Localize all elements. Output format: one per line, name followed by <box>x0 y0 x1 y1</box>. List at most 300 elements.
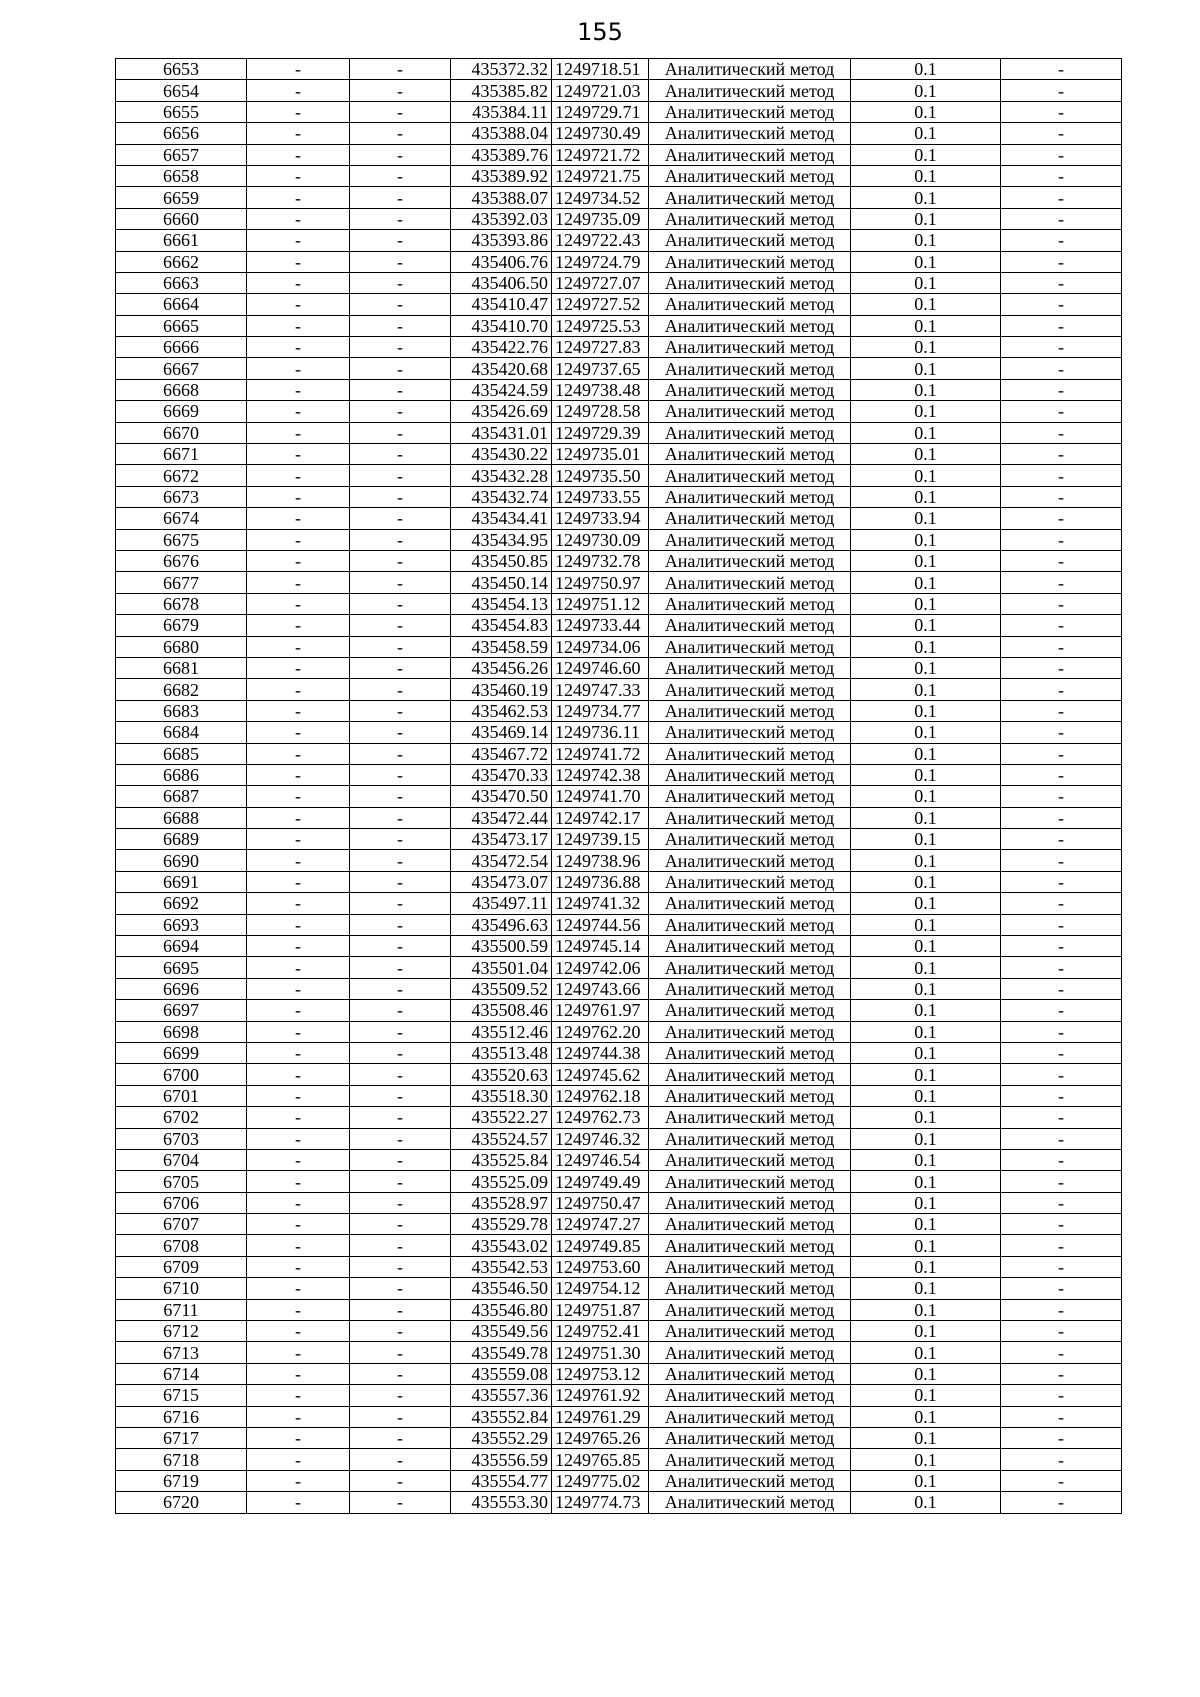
empty-cell: - <box>1001 272 1122 293</box>
x-coordinate-cell: 435520.63 <box>451 1064 552 1085</box>
table-row <box>116 165 1122 186</box>
empty-cell: - <box>1001 1042 1122 1063</box>
point-number-cell: 6657 <box>116 144 247 165</box>
x-coordinate-cell: 435512.46 <box>451 1021 552 1042</box>
empty-cell: - <box>350 829 451 850</box>
empty-cell: - <box>247 1214 350 1235</box>
accuracy-cell: 0.1 <box>851 1064 1001 1085</box>
point-number-cell: 6716 <box>116 1406 247 1427</box>
x-coordinate-cell: 435410.70 <box>451 315 552 336</box>
empty-cell: - <box>350 914 451 935</box>
accuracy-cell: 0.1 <box>851 1278 1001 1299</box>
table-row <box>116 722 1122 743</box>
empty-cell: - <box>350 615 451 636</box>
point-number-cell: 6700 <box>116 1064 247 1085</box>
x-coordinate-cell: 435508.46 <box>451 1000 552 1021</box>
x-coordinate-cell: 435529.78 <box>451 1214 552 1235</box>
empty-cell: - <box>350 786 451 807</box>
accuracy-cell: 0.1 <box>851 422 1001 443</box>
x-coordinate-cell: 435549.78 <box>451 1342 552 1363</box>
empty-cell: - <box>350 315 451 336</box>
empty-cell: - <box>247 508 350 529</box>
y-coordinate-cell: 1249745.14 <box>552 936 649 957</box>
accuracy-cell: 0.1 <box>851 1492 1001 1513</box>
empty-cell: - <box>350 1406 451 1427</box>
table-row <box>116 764 1122 785</box>
y-coordinate-cell: 1249749.85 <box>552 1235 649 1256</box>
empty-cell: - <box>247 1299 350 1320</box>
x-coordinate-cell: 435426.69 <box>451 401 552 422</box>
y-coordinate-cell: 1249721.75 <box>552 165 649 186</box>
method-cell: Аналитический метод <box>649 508 851 529</box>
table-row <box>116 978 1122 999</box>
point-number-cell: 6696 <box>116 978 247 999</box>
accuracy-cell: 0.1 <box>851 251 1001 272</box>
empty-cell: - <box>247 1278 350 1299</box>
method-cell: Аналитический метод <box>649 1000 851 1021</box>
accuracy-cell: 0.1 <box>851 1085 1001 1106</box>
accuracy-cell: 0.1 <box>851 764 1001 785</box>
table-row <box>116 572 1122 593</box>
x-coordinate-cell: 435522.27 <box>451 1107 552 1128</box>
point-number-cell: 6678 <box>116 593 247 614</box>
empty-cell: - <box>247 208 350 229</box>
empty-cell: - <box>350 1149 451 1170</box>
x-coordinate-cell: 435385.82 <box>451 80 552 101</box>
accuracy-cell: 0.1 <box>851 743 1001 764</box>
y-coordinate-cell: 1249752.41 <box>552 1321 649 1342</box>
method-cell: Аналитический метод <box>649 486 851 507</box>
empty-cell: - <box>1001 1214 1122 1235</box>
empty-cell: - <box>247 807 350 828</box>
empty-cell: - <box>1001 486 1122 507</box>
table-row <box>116 1107 1122 1128</box>
table-row <box>116 1406 1122 1427</box>
empty-cell: - <box>350 1021 451 1042</box>
method-cell: Аналитический метод <box>649 1085 851 1106</box>
method-cell: Аналитический метод <box>649 444 851 465</box>
empty-cell: - <box>247 358 350 379</box>
empty-cell: - <box>247 1492 350 1513</box>
y-coordinate-cell: 1249751.87 <box>552 1299 649 1320</box>
empty-cell: - <box>247 978 350 999</box>
y-coordinate-cell: 1249741.72 <box>552 743 649 764</box>
x-coordinate-cell: 435424.59 <box>451 379 552 400</box>
point-number-cell: 6693 <box>116 914 247 935</box>
point-number-cell: 6697 <box>116 1000 247 1021</box>
empty-cell: - <box>247 59 350 80</box>
empty-cell: - <box>350 508 451 529</box>
empty-cell: - <box>247 636 350 657</box>
y-coordinate-cell: 1249721.72 <box>552 144 649 165</box>
empty-cell: - <box>350 59 451 80</box>
empty-cell: - <box>350 1385 451 1406</box>
empty-cell: - <box>247 529 350 550</box>
empty-cell: - <box>1001 850 1122 871</box>
y-coordinate-cell: 1249754.12 <box>552 1278 649 1299</box>
empty-cell: - <box>350 337 451 358</box>
x-coordinate-cell: 435524.57 <box>451 1128 552 1149</box>
x-coordinate-cell: 435556.59 <box>451 1449 552 1470</box>
empty-cell: - <box>1001 465 1122 486</box>
accuracy-cell: 0.1 <box>851 187 1001 208</box>
x-coordinate-cell: 435557.36 <box>451 1385 552 1406</box>
y-coordinate-cell: 1249737.65 <box>552 358 649 379</box>
method-cell: Аналитический метод <box>649 1492 851 1513</box>
empty-cell: - <box>350 700 451 721</box>
accuracy-cell: 0.1 <box>851 80 1001 101</box>
empty-cell: - <box>350 1428 451 1449</box>
empty-cell: - <box>1001 1363 1122 1384</box>
empty-cell: - <box>247 850 350 871</box>
empty-cell: - <box>247 465 350 486</box>
empty-cell: - <box>1001 379 1122 400</box>
empty-cell: - <box>247 80 350 101</box>
method-cell: Аналитический метод <box>649 1449 851 1470</box>
empty-cell: - <box>247 401 350 422</box>
empty-cell: - <box>247 743 350 764</box>
coordinates-table <box>115 58 1122 1514</box>
y-coordinate-cell: 1249750.97 <box>552 572 649 593</box>
table-row <box>116 272 1122 293</box>
y-coordinate-cell: 1249735.09 <box>552 208 649 229</box>
x-coordinate-cell: 435496.63 <box>451 914 552 935</box>
empty-cell: - <box>247 1042 350 1063</box>
point-number-cell: 6720 <box>116 1492 247 1513</box>
table-row <box>116 315 1122 336</box>
empty-cell: - <box>350 187 451 208</box>
accuracy-cell: 0.1 <box>851 1428 1001 1449</box>
table-row <box>116 1492 1122 1513</box>
table-row <box>116 1278 1122 1299</box>
empty-cell: - <box>247 422 350 443</box>
accuracy-cell: 0.1 <box>851 1128 1001 1149</box>
table-row <box>116 187 1122 208</box>
point-number-cell: 6714 <box>116 1363 247 1384</box>
method-cell: Аналитический метод <box>649 251 851 272</box>
y-coordinate-cell: 1249765.26 <box>552 1428 649 1449</box>
table-row <box>116 101 1122 122</box>
accuracy-cell: 0.1 <box>851 59 1001 80</box>
y-coordinate-cell: 1249730.49 <box>552 123 649 144</box>
method-cell: Аналитический метод <box>649 529 851 550</box>
table-row <box>116 422 1122 443</box>
method-cell: Аналитический метод <box>649 315 851 336</box>
table-row <box>116 123 1122 144</box>
y-coordinate-cell: 1249724.79 <box>552 251 649 272</box>
empty-cell: - <box>350 272 451 293</box>
table-row <box>116 444 1122 465</box>
empty-cell: - <box>1001 1299 1122 1320</box>
y-coordinate-cell: 1249733.55 <box>552 486 649 507</box>
empty-cell: - <box>350 529 451 550</box>
x-coordinate-cell: 435525.84 <box>451 1149 552 1170</box>
y-coordinate-cell: 1249743.66 <box>552 978 649 999</box>
method-cell: Аналитический метод <box>649 978 851 999</box>
accuracy-cell: 0.1 <box>851 1149 1001 1170</box>
empty-cell: - <box>1001 1149 1122 1170</box>
table-row <box>116 550 1122 571</box>
point-number-cell: 6670 <box>116 422 247 443</box>
empty-cell: - <box>1001 1470 1122 1491</box>
x-coordinate-cell: 435518.30 <box>451 1085 552 1106</box>
table-row <box>116 1021 1122 1042</box>
empty-cell: - <box>247 550 350 571</box>
y-coordinate-cell: 1249750.47 <box>552 1192 649 1213</box>
method-cell: Аналитический метод <box>649 187 851 208</box>
accuracy-cell: 0.1 <box>851 936 1001 957</box>
x-coordinate-cell: 435500.59 <box>451 936 552 957</box>
table-row <box>116 208 1122 229</box>
empty-cell: - <box>350 593 451 614</box>
table-row <box>116 230 1122 251</box>
point-number-cell: 6671 <box>116 444 247 465</box>
point-number-cell: 6713 <box>116 1342 247 1363</box>
empty-cell: - <box>350 679 451 700</box>
table-row <box>116 59 1122 80</box>
point-number-cell: 6674 <box>116 508 247 529</box>
point-number-cell: 6707 <box>116 1214 247 1235</box>
accuracy-cell: 0.1 <box>851 486 1001 507</box>
empty-cell: - <box>1001 978 1122 999</box>
empty-cell: - <box>350 722 451 743</box>
x-coordinate-cell: 435431.01 <box>451 422 552 443</box>
empty-cell: - <box>350 1321 451 1342</box>
y-coordinate-cell: 1249747.33 <box>552 679 649 700</box>
method-cell: Аналитический метод <box>649 59 851 80</box>
y-coordinate-cell: 1249718.51 <box>552 59 649 80</box>
method-cell: Аналитический метод <box>649 657 851 678</box>
empty-cell: - <box>1001 871 1122 892</box>
point-number-cell: 6676 <box>116 550 247 571</box>
table-row <box>116 1000 1122 1021</box>
empty-cell: - <box>350 1299 451 1320</box>
accuracy-cell: 0.1 <box>851 508 1001 529</box>
table-row <box>116 80 1122 101</box>
method-cell: Аналитический метод <box>649 936 851 957</box>
method-cell: Аналитический метод <box>649 1149 851 1170</box>
accuracy-cell: 0.1 <box>851 807 1001 828</box>
table-row <box>116 251 1122 272</box>
table-row <box>116 1235 1122 1256</box>
empty-cell: - <box>350 743 451 764</box>
empty-cell: - <box>1001 59 1122 80</box>
empty-cell: - <box>350 1064 451 1085</box>
x-coordinate-cell: 435467.72 <box>451 743 552 764</box>
method-cell: Аналитический метод <box>649 1042 851 1063</box>
accuracy-cell: 0.1 <box>851 444 1001 465</box>
accuracy-cell: 0.1 <box>851 871 1001 892</box>
empty-cell: - <box>1001 1321 1122 1342</box>
y-coordinate-cell: 1249761.92 <box>552 1385 649 1406</box>
empty-cell: - <box>350 379 451 400</box>
accuracy-cell: 0.1 <box>851 636 1001 657</box>
empty-cell: - <box>350 465 451 486</box>
empty-cell: - <box>1001 529 1122 550</box>
table-row <box>116 508 1122 529</box>
method-cell: Аналитический метод <box>649 764 851 785</box>
empty-cell: - <box>350 978 451 999</box>
x-coordinate-cell: 435472.44 <box>451 807 552 828</box>
table-row <box>116 786 1122 807</box>
point-number-cell: 6684 <box>116 722 247 743</box>
empty-cell: - <box>350 1256 451 1277</box>
x-coordinate-cell: 435388.07 <box>451 187 552 208</box>
y-coordinate-cell: 1249746.54 <box>552 1149 649 1170</box>
y-coordinate-cell: 1249741.32 <box>552 893 649 914</box>
accuracy-cell: 0.1 <box>851 1299 1001 1320</box>
empty-cell: - <box>1001 1449 1122 1470</box>
y-coordinate-cell: 1249732.78 <box>552 550 649 571</box>
method-cell: Аналитический метод <box>649 1363 851 1384</box>
empty-cell: - <box>350 80 451 101</box>
empty-cell: - <box>247 1149 350 1170</box>
y-coordinate-cell: 1249751.12 <box>552 593 649 614</box>
empty-cell: - <box>350 1342 451 1363</box>
y-coordinate-cell: 1249762.18 <box>552 1085 649 1106</box>
x-coordinate-cell: 435473.17 <box>451 829 552 850</box>
point-number-cell: 6655 <box>116 101 247 122</box>
method-cell: Аналитический метод <box>649 636 851 657</box>
accuracy-cell: 0.1 <box>851 1363 1001 1384</box>
accuracy-cell: 0.1 <box>851 615 1001 636</box>
empty-cell: - <box>247 657 350 678</box>
x-coordinate-cell: 435472.54 <box>451 850 552 871</box>
empty-cell: - <box>1001 1000 1122 1021</box>
point-number-cell: 6656 <box>116 123 247 144</box>
method-cell: Аналитический метод <box>649 1064 851 1085</box>
empty-cell: - <box>1001 123 1122 144</box>
y-coordinate-cell: 1249730.09 <box>552 529 649 550</box>
empty-cell: - <box>1001 615 1122 636</box>
empty-cell: - <box>247 379 350 400</box>
x-coordinate-cell: 435509.52 <box>451 978 552 999</box>
x-coordinate-cell: 435546.50 <box>451 1278 552 1299</box>
method-cell: Аналитический метод <box>649 1021 851 1042</box>
x-coordinate-cell: 435458.59 <box>451 636 552 657</box>
point-number-cell: 6703 <box>116 1128 247 1149</box>
empty-cell: - <box>350 1000 451 1021</box>
table-row <box>116 636 1122 657</box>
empty-cell: - <box>247 1107 350 1128</box>
x-coordinate-cell: 435549.56 <box>451 1321 552 1342</box>
empty-cell: - <box>1001 1385 1122 1406</box>
y-coordinate-cell: 1249741.70 <box>552 786 649 807</box>
empty-cell: - <box>350 144 451 165</box>
point-number-cell: 6661 <box>116 230 247 251</box>
method-cell: Аналитический метод <box>649 337 851 358</box>
method-cell: Аналитический метод <box>649 807 851 828</box>
point-number-cell: 6690 <box>116 850 247 871</box>
empty-cell: - <box>1001 401 1122 422</box>
method-cell: Аналитический метод <box>649 871 851 892</box>
method-cell: Аналитический метод <box>649 379 851 400</box>
y-coordinate-cell: 1249753.12 <box>552 1363 649 1384</box>
empty-cell: - <box>1001 165 1122 186</box>
empty-cell: - <box>350 657 451 678</box>
method-cell: Аналитический метод <box>649 914 851 935</box>
x-coordinate-cell: 435454.83 <box>451 615 552 636</box>
point-number-cell: 6719 <box>116 1470 247 1491</box>
empty-cell: - <box>350 422 451 443</box>
empty-cell: - <box>1001 722 1122 743</box>
point-number-cell: 6686 <box>116 764 247 785</box>
empty-cell: - <box>1001 1128 1122 1149</box>
empty-cell: - <box>350 764 451 785</box>
point-number-cell: 6708 <box>116 1235 247 1256</box>
accuracy-cell: 0.1 <box>851 294 1001 315</box>
table-row <box>116 1342 1122 1363</box>
accuracy-cell: 0.1 <box>851 337 1001 358</box>
empty-cell: - <box>350 636 451 657</box>
x-coordinate-cell: 435384.11 <box>451 101 552 122</box>
empty-cell: - <box>247 187 350 208</box>
point-number-cell: 6689 <box>116 829 247 850</box>
empty-cell: - <box>350 871 451 892</box>
method-cell: Аналитический метод <box>649 465 851 486</box>
method-cell: Аналитический метод <box>649 786 851 807</box>
x-coordinate-cell: 435432.74 <box>451 486 552 507</box>
empty-cell: - <box>1001 444 1122 465</box>
point-number-cell: 6664 <box>116 294 247 315</box>
empty-cell: - <box>350 251 451 272</box>
empty-cell: - <box>1001 807 1122 828</box>
empty-cell: - <box>350 572 451 593</box>
empty-cell: - <box>247 936 350 957</box>
y-coordinate-cell: 1249761.29 <box>552 1406 649 1427</box>
table-row <box>116 337 1122 358</box>
empty-cell: - <box>247 1385 350 1406</box>
table-row <box>116 914 1122 935</box>
x-coordinate-cell: 435543.02 <box>451 1235 552 1256</box>
empty-cell: - <box>1001 572 1122 593</box>
point-number-cell: 6658 <box>116 165 247 186</box>
table-row <box>116 743 1122 764</box>
empty-cell: - <box>350 936 451 957</box>
y-coordinate-cell: 1249736.11 <box>552 722 649 743</box>
accuracy-cell: 0.1 <box>851 272 1001 293</box>
accuracy-cell: 0.1 <box>851 1042 1001 1063</box>
empty-cell: - <box>247 1192 350 1213</box>
x-coordinate-cell: 435552.84 <box>451 1406 552 1427</box>
empty-cell: - <box>350 165 451 186</box>
point-number-cell: 6681 <box>116 657 247 678</box>
method-cell: Аналитический метод <box>649 358 851 379</box>
point-number-cell: 6685 <box>116 743 247 764</box>
x-coordinate-cell: 435470.33 <box>451 764 552 785</box>
table-row <box>116 893 1122 914</box>
method-cell: Аналитический метод <box>649 1278 851 1299</box>
table-row <box>116 1385 1122 1406</box>
x-coordinate-cell: 435393.86 <box>451 230 552 251</box>
x-coordinate-cell: 435434.95 <box>451 529 552 550</box>
empty-cell: - <box>1001 1171 1122 1192</box>
x-coordinate-cell: 435450.14 <box>451 572 552 593</box>
empty-cell: - <box>1001 1406 1122 1427</box>
empty-cell: - <box>1001 1107 1122 1128</box>
y-coordinate-cell: 1249742.17 <box>552 807 649 828</box>
method-cell: Аналитический метод <box>649 679 851 700</box>
empty-cell: - <box>1001 230 1122 251</box>
y-coordinate-cell: 1249736.88 <box>552 871 649 892</box>
x-coordinate-cell: 435422.76 <box>451 337 552 358</box>
accuracy-cell: 0.1 <box>851 1000 1001 1021</box>
empty-cell: - <box>350 1192 451 1213</box>
empty-cell: - <box>1001 251 1122 272</box>
empty-cell: - <box>1001 208 1122 229</box>
empty-cell: - <box>1001 294 1122 315</box>
table-row <box>116 679 1122 700</box>
